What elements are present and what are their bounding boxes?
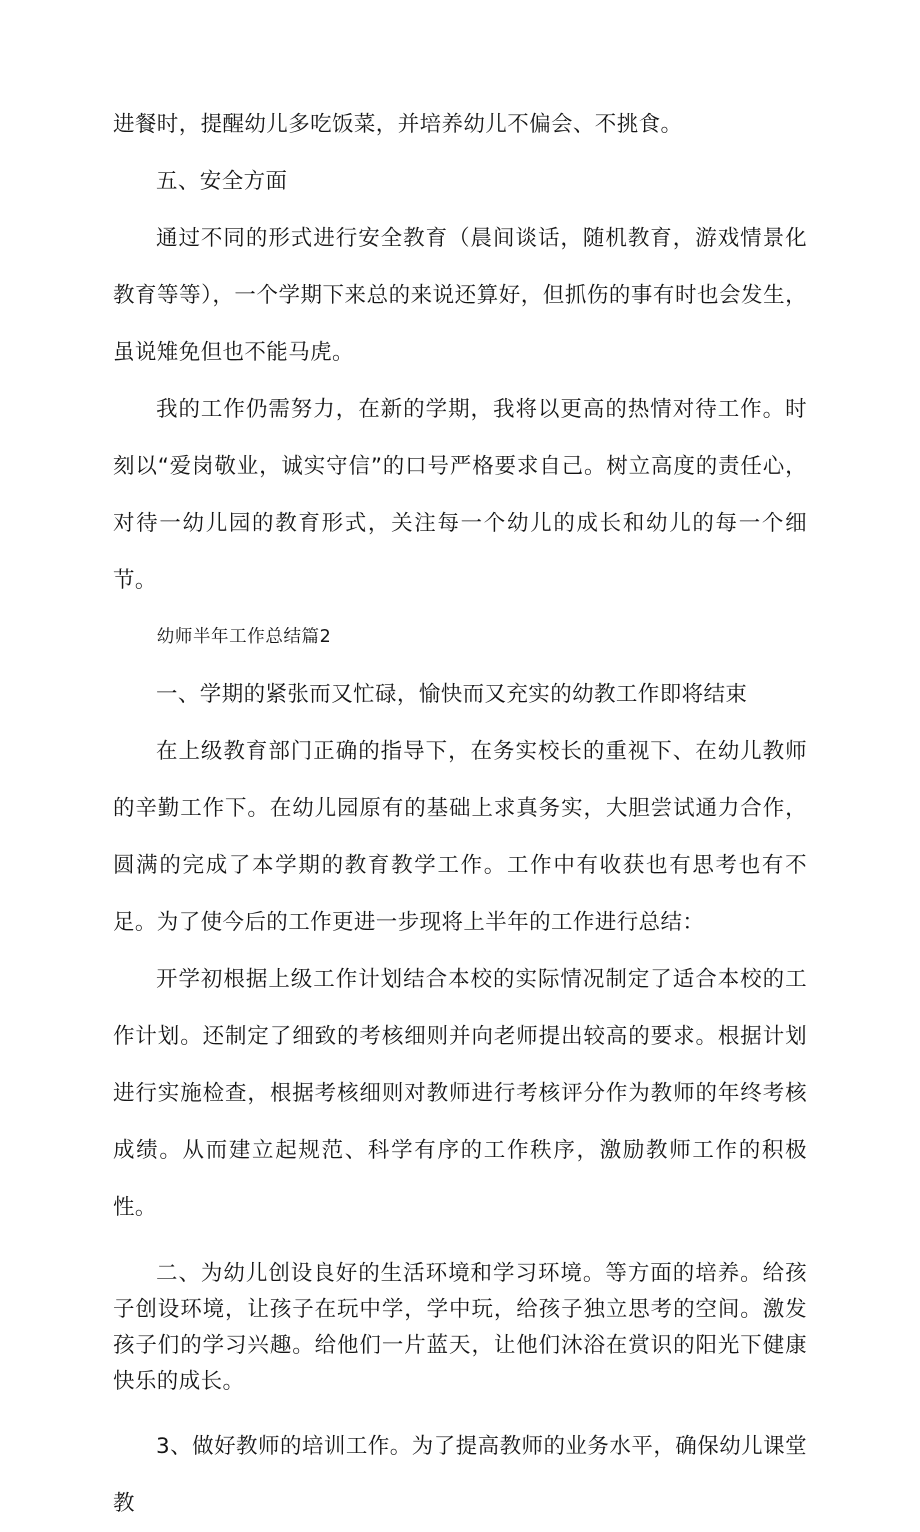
heading-section-five-safety: 五、安全方面: [156, 169, 288, 194]
subtitle-piece-2: 幼师半年工作总结篇2: [156, 627, 332, 647]
paragraph-closing-reflection: 我的工作仍需努力，在新的学期，我将以更高的热情对待工作。时刻以“爱岗敬业，诚实守信”的口号严格要求自己。树立高度的责任心，对待一幼儿园的教育形式，关注每一个幼儿的成长和幼儿的每一个细节。: [113, 397, 807, 593]
document-text-body: [113, 96, 807, 1532]
paragraph-work-plan-assessment: 开学初根据上级工作计划结合本校的实际情况制定了适合本校的工作计划。还制定了细致的考核细则并向老师提出较高的要求。根据计划进行实施检查，根据考核细则对教师进行考核评分作为教师的年终考核成绩。从而建立起规范、科学有序的工作秩序，激励教师工作的积极性。: [113, 967, 807, 1220]
paragraph-safety-education: 通过不同的形式进行安全教育（晨间谈话，随机教育，游戏情景化教育等等），一个学期下来总的来说还算好，但抓伤的事有时也会发生，虽说雉免但也不能马虎。: [113, 226, 807, 365]
paragraph-item-three-teacher-training: 3、做好教师的培训工作。为了提高教师的业务水平，确保幼儿课堂教: [113, 1434, 807, 1516]
paragraph-section-two-environment: 二、为幼儿创设良好的生活环境和学习环境。等方面的培养。给孩子创设环境，让孩子在玩中学，学中玩，给孩子独立思考的空间。激发孩子们的学习兴趣。给他们一片蓝天，让他们沐浴在赏识的阳光下健康快乐的成长。: [113, 1261, 807, 1394]
paragraph-semester-overview: 在上级教育部门正确的指导下，在务实校长的重视下、在幼儿教师的辛勤工作下。在幼儿园原有的基础上求真务实，大胆尝试通力合作，圆满的完成了本学期的教育教学工作。工作中有收获也有思考也有不足。为了使今后的工作更进一步现将上半年的工作进行总结：: [113, 739, 807, 935]
heading-section-one-semester: 一、学期的紧张而又忙碌，愉快而又充实的幼教工作即将结束: [156, 682, 748, 707]
paragraph-meal-habits: 进餐时，提醒幼儿多吃饭菜，并培养幼儿不偏会、不挑食。: [113, 112, 683, 137]
